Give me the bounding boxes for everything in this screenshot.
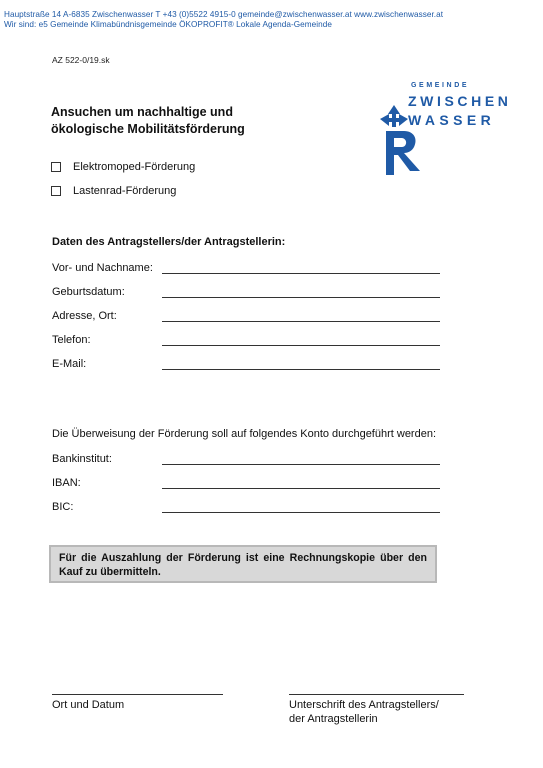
reference-number: AZ 522-0/19.sk: [52, 55, 110, 65]
checkbox-elektromoped[interactable]: [51, 162, 61, 172]
field-birthdate[interactable]: [52, 286, 442, 302]
field-label: IBAN:: [52, 477, 81, 489]
option-label-lastenrad: Lastenrad-Förderung: [73, 185, 177, 197]
field-label: Bankinstitut:: [52, 453, 112, 465]
field-bank[interactable]: [52, 453, 442, 469]
applicant-section-heading: Daten des Antragstellers/der Antragstellerin:: [52, 236, 286, 248]
field-name[interactable]: [52, 262, 442, 278]
field-label: E-Mail:: [52, 358, 87, 370]
birthdate-input-line[interactable]: [162, 297, 440, 298]
option-lastenrad[interactable]: [51, 185, 176, 197]
title-line-2: ökologische Mobilitätsförderung: [51, 122, 245, 136]
signature-line[interactable]: [289, 694, 464, 695]
field-label: Telefon:: [52, 334, 91, 346]
field-label: Adresse, Ort:: [52, 310, 117, 322]
letterhead-tagline: Wir sind: e5 Gemeinde Klimabündnisgemeinde ÖKOPROFIT® Lokale Agenda-Gemeinde: [4, 20, 332, 29]
address-input-line[interactable]: [162, 321, 440, 322]
name-input-line[interactable]: [162, 273, 440, 274]
bic-input-line[interactable]: [162, 512, 440, 513]
field-label: Geburtsdatum:: [52, 286, 125, 298]
bank-section-intro: Die Überweisung der Förderung soll auf folgendes Konto durchgeführt werden:: [52, 428, 437, 440]
phone-input-line[interactable]: [162, 345, 440, 346]
option-elektromoped[interactable]: [51, 161, 195, 173]
field-phone[interactable]: [52, 334, 442, 350]
field-email[interactable]: [52, 358, 442, 374]
letterhead-address: Hauptstraße 14 A-6835 Zwischenwasser T +43 (0)5522 4915-0 gemeinde@zwischenwasser.at www.zwischenwasser.at: [4, 10, 444, 19]
logo-gemeinde-text: GEMEINDE: [411, 82, 470, 89]
invoice-notice-box: Für die Auszahlung der Förderung ist eine Rechnungskopie über den Kauf zu übermitteln.: [49, 545, 437, 583]
field-label: Vor- und Nachname:: [52, 262, 153, 274]
logo-name-line-1: ZWISCHEN: [408, 93, 512, 109]
field-bic[interactable]: [52, 501, 442, 517]
page-title: [51, 104, 245, 138]
municipality-logo-icon: [380, 105, 422, 177]
place-date-label: Ort und Datum: [52, 699, 125, 711]
iban-input-line[interactable]: [162, 488, 440, 489]
checkbox-lastenrad[interactable]: [51, 186, 61, 196]
place-date-line[interactable]: [52, 694, 223, 695]
field-address[interactable]: [52, 310, 442, 326]
email-input-line[interactable]: [162, 369, 440, 370]
field-iban[interactable]: [52, 477, 442, 493]
signature-label-line-2: der Antragstellerin: [289, 713, 378, 725]
title-line-1: Ansuchen um nachhaltige und: [51, 105, 233, 119]
bank-input-line[interactable]: [162, 464, 440, 465]
logo-name-line-2: WASSER: [408, 112, 496, 128]
field-label: BIC:: [52, 501, 74, 513]
option-label-elektromoped: Elektromoped-Förderung: [73, 161, 196, 173]
signature-label-line-1: Unterschrift des Antragstellers/: [289, 699, 439, 711]
signature-label: [289, 698, 479, 726]
